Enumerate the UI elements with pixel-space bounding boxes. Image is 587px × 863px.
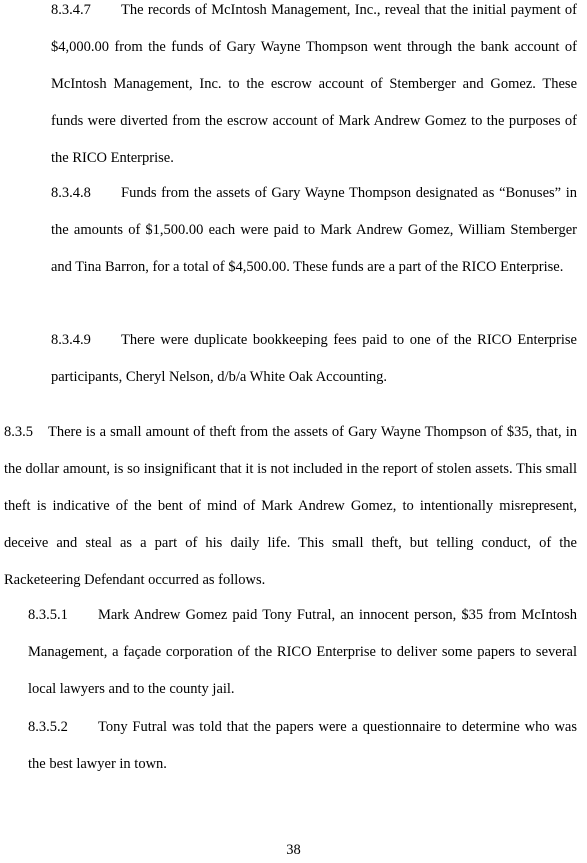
paragraph-8-3-4-8 [51,175,577,286]
paragraph-number: 8.3.5.1 [28,607,68,623]
paragraph-number: 8.3.4.8 [51,185,91,201]
paragraph-text: The records of McIntosh Management, Inc., reveal that the initial payment of $4,000.00 from the funds of Gary Wayne Thompson went through the bank account of McIntosh Management, Inc. to the escrow account of Stemberger and Gomez. These funds were diverted from the escrow account of Mark Andrew Gomez to the purposes of the RICO Enterprise. [51,2,577,166]
paragraph-8-3-4-7 [51,0,577,177]
paragraph-text: There is a small amount of theft from the assets of Gary Wayne Thompson of $35, that, in the dollar amount, is so insignificant that it is not included in the report of stolen assets. This small theft is indicative of the bent of mind of Mark Andrew Gomez, to intentionally misrepresent, deceive and steal as a part of his daily life. This small theft, but telling conduct, of the Racketeering Defendant occurred as follows. [4,424,577,588]
paragraph-text: Mark Andrew Gomez paid Tony Futral, an innocent person, $35 from McIntosh Management, a façade corporation of the RICO Enterprise to deliver some papers to several local lawyers and to the county jail. [28,607,577,697]
page-number: 38 [286,842,301,858]
paragraph-number: 8.3.4.7 [51,2,91,18]
paragraph-8-3-5-2 [28,709,577,783]
paragraph-text: Tony Futral was told that the papers were a questionnaire to determine who was the best lawyer in town. [28,719,577,772]
paragraph-text: There were duplicate bookkeeping fees paid to one of the RICO Enterprise participants, Cheryl Nelson, d/b/a White Oak Accounting. [51,332,577,385]
paragraph-number: 8.3.5 [4,424,33,440]
paragraph-number: 8.3.4.9 [51,332,91,348]
paragraph-8-3-5-1 [28,597,577,708]
paragraph-8-3-4-9 [51,322,577,396]
paragraph-text: Funds from the assets of Gary Wayne Thompson designated as “Bonuses” in the amounts of $1,500.00 each were paid to Mark Andrew Gomez, William Stemberger and Tina Barron, for a total of $4,500.00. These funds are a part of the RICO Enterprise. [51,185,577,275]
paragraph-number: 8.3.5.2 [28,719,68,735]
paragraph-8-3-5 [4,414,577,599]
